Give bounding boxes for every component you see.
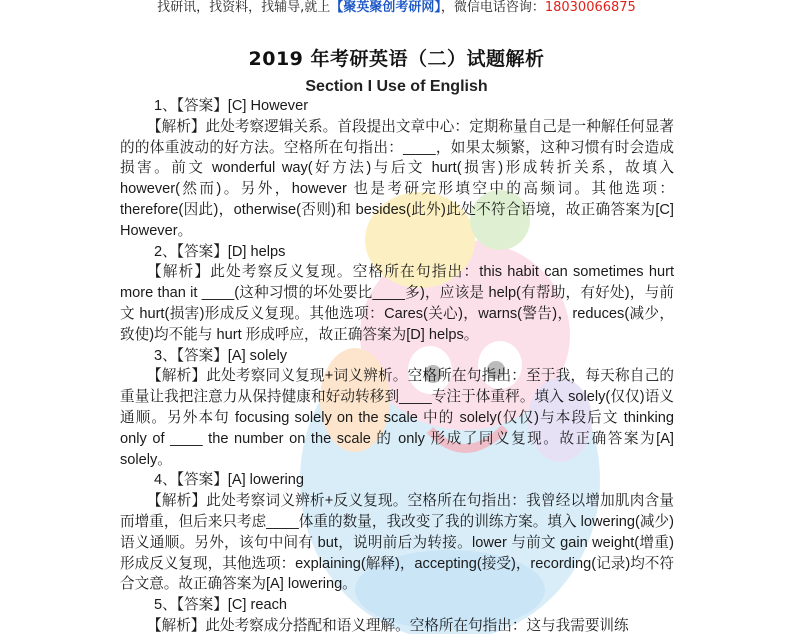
answer-5: 5、【答案】[C] reach (154, 597, 287, 614)
answer-2: 2、【答案】[D] helps (154, 243, 286, 260)
document-title: 2019 年考研英语（二）试题解析 (248, 48, 545, 70)
brand-link[interactable]: 【聚英聚创考研网】 (330, 0, 441, 15)
header-prefix: 找研讯，找资料，找辅导,就上 (157, 0, 331, 15)
answer-list (120, 96, 674, 637)
phone-number[interactable]: 18030066875 (544, 0, 636, 15)
analysis-5: 【解析】此处考察成分搭配和语义理解。空格所在句指出：这与我需要训练 (147, 617, 629, 634)
analysis-4: 【解析】此处考察词义辨析+反义复现。空格所在句指出：我曾经以增加肌肉含量而增重，但后来只考虑____体重的数量，我改变了我的训练方案。填入 lowering(减少)语义通顺。另外，该句中间有 but，说明前后为转接。lower 与前文 gain weight(增重)形成反义复现，其他选项：explaining(解释)，accepting(接受)，recording(记录)均不符合文意。故正确答案为[A] lowering。 (120, 493, 674, 593)
answer-3: 3、【答案】[A] solely (154, 347, 287, 364)
analysis-2: 【解析】此处考察反义复现。空格所在句指出：this habit can sometimes hurt more than it ____(这种习惯的坏处要比____多)，应该是 help(有帮助，有好处)，与前文 hurt(损害)形成反义复现。其他选项：Cares(关心)，warns(警告)，reduces(减少，致使)均不能与 hurt 形成呼应，故正确答案为[D] helps。 (120, 264, 674, 343)
answer-1: 1、【答案】[C] However (154, 98, 309, 114)
contact-label: ，微信电话咨询： (440, 0, 545, 15)
analysis-1: 【解析】此处考察逻辑关系。首段提出文章中心：定期称量自己是一种解任何显著的的体重波动的好方法。空格所在句指出：____，如果太频繁，这种习惯有时会造成损害。前文 wonderful way(好方法)与后文 hurt(损害)形成转折关系，故填入 however(然而)。另外，however 也是考研完形填空中的高频词。其他选项：therefore(因此)，otherwise(否则)和 besides(此外)此处不符合语境，故正确答案为[C] However。 (120, 118, 674, 239)
promo-header (0, 0, 793, 16)
analysis-3: 【解析】此处考察同义复现+词义辨析。空格所在句指出：至于我，每天称自己的重量让我把注意力从保持健康和好动转移到____专注于体重秤。填入 solely(仅仅)语义通顺。另外本句 focusing solely on the scale 中的 solely(仅仅)与本段后文 thinking only of ____ the number on the scale 的 only 形成了同义复现。故正确答案为[A] solely。 (120, 368, 674, 468)
section-title: Section I Use of English (305, 78, 488, 95)
answer-4: 4、【答案】[A] lowering (154, 472, 305, 489)
